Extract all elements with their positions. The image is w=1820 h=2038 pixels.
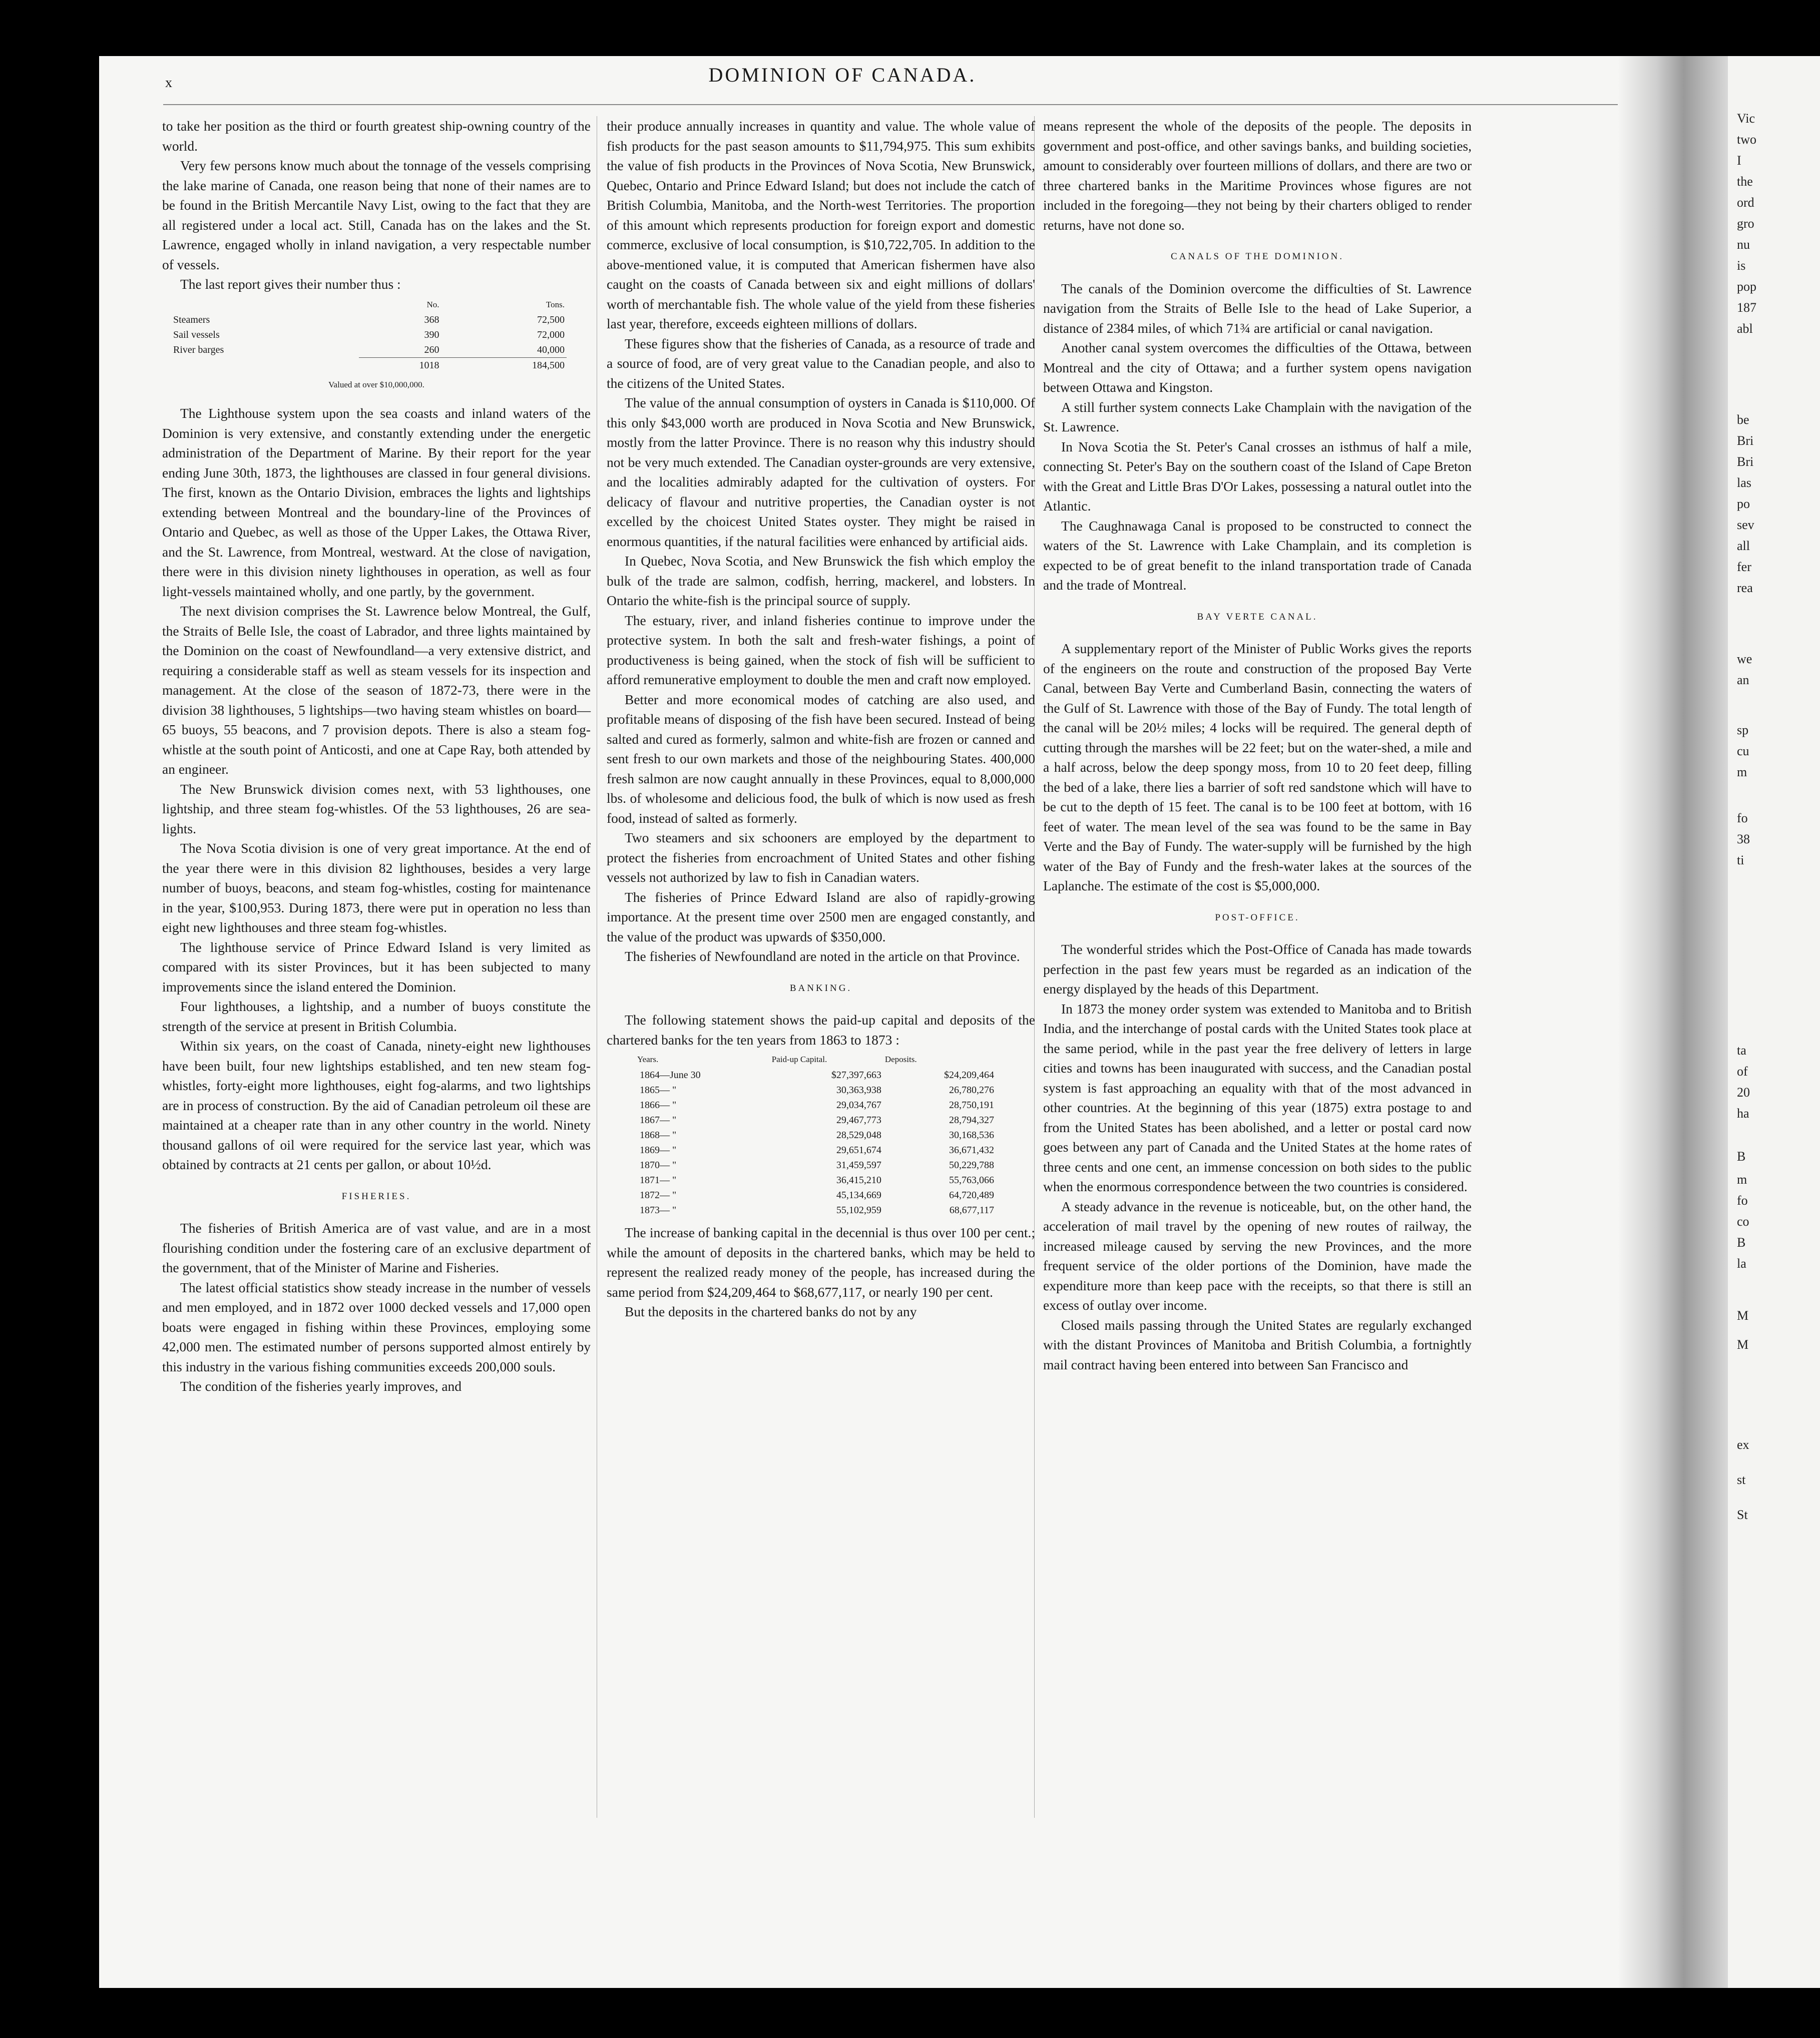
facing-page-fragment: ta xyxy=(1737,1043,1746,1058)
paragraph: Four lighthouses, a lightship, and a number of buoys constitute the strength of the service at present in British Columbia. xyxy=(162,998,591,1034)
paragraph: Very few persons know much about the tonnage of the vessels comprising the lake marine of Canada, one reason being that none of their names are to be found in the British Mercantile Navy List, owing to the fact that they are all registered under a local act. Still, Canada has on the lakes and the St. Lawrence, engaged wholly in inland navigation, a very respectable number of vessels. xyxy=(162,158,591,272)
facing-page-fragment: fer xyxy=(1737,560,1751,574)
column-3 xyxy=(1043,116,1472,1374)
facing-page-fragment: B xyxy=(1737,1149,1746,1164)
table-row xyxy=(637,1188,997,1203)
cell: 31,459,597 xyxy=(836,1160,881,1171)
paragraph: The wonderful strides which the Post-Office of Canada has made towards perfection in the past few years must be regarded as an indication of the energy displayed by the heads of this Department. xyxy=(1043,941,1472,996)
facing-page-fragment: po xyxy=(1737,496,1750,511)
paragraph: Better and more economical modes of catching are also used, and profitable means of disposing of the fish have been secured. Instead of being salted and cured as formerly, salmon and white-fish are frozen or canned and sent fresh to our own markets and those of the neighbouring States. 400,000 fresh salmon are now caught annually in these Provinces, equal to 8,000,000 lbs. of wholesome and delicious food, the bulk of which is now used as fresh food, instead of salted as formerly. xyxy=(607,691,1035,826)
paragraph: The lighthouse service of Prince Edward Island is very limited as compared with its sister Provinces, but it has been subjected to many improvements since the island entered the Dominion. xyxy=(162,939,591,994)
section-heading: CANALS OF THE DOMINION. xyxy=(1170,251,1344,262)
cell: 45,134,669 xyxy=(836,1190,881,1201)
cell: 55,763,066 xyxy=(949,1175,994,1186)
facing-page-fragment: pop xyxy=(1737,279,1756,294)
cell: 29,034,767 xyxy=(836,1100,881,1111)
cell: 28,750,191 xyxy=(949,1100,994,1111)
table-row xyxy=(637,1143,997,1158)
table-header-row xyxy=(637,1052,997,1068)
facing-page-fragment: m xyxy=(1737,1172,1747,1187)
paragraph: The last report gives their number thus : xyxy=(180,276,401,292)
cell: 1866— " xyxy=(640,1100,677,1111)
newspaper-page xyxy=(99,56,1618,1988)
facing-page-fragment: be xyxy=(1737,412,1749,427)
facing-page-fragment: abl xyxy=(1737,321,1753,336)
paragraph: The following statement shows the paid-up capital and deposits of the chartered banks for the ten years from 1863 to 1873 : xyxy=(607,1012,1035,1048)
paragraph: A steady advance in the revenue is noticeable, but, on the other hand, the acceleration of mail travel by the opening of new routes of railway, the increased mileage caused by serving the new Provinces, and the more frequent service of the older portions of the Dominion, have made the expenditure more than keep pace with the receipts, so that there is still an excess of outlay over income. xyxy=(1043,1198,1472,1313)
paragraph: The New Brunswick division comes next, with 53 lighthouses, one lightship, and three steam fog-whistles. Of the 53 lighthouses, 26 are sea-lights. xyxy=(162,781,591,836)
table-header-row xyxy=(171,297,567,312)
header-rule xyxy=(163,104,1618,105)
row-label: Steamers xyxy=(173,314,210,325)
facing-page-fragment: an xyxy=(1737,673,1749,687)
facing-page-fragment: cu xyxy=(1737,744,1749,758)
column-1 xyxy=(162,116,591,1396)
facing-page-fragment: B xyxy=(1737,1235,1746,1250)
cell: 36,671,432 xyxy=(949,1145,994,1156)
cell: 1865— " xyxy=(640,1085,677,1096)
cell: 1869— " xyxy=(640,1145,677,1156)
page-header: DOMINION OF CANADA. xyxy=(708,64,977,86)
cell: 1870— " xyxy=(640,1160,677,1171)
total-cell: 184,500 xyxy=(441,357,567,373)
facing-page-fragment: st xyxy=(1737,1472,1746,1487)
facing-page-fragment: 20 xyxy=(1737,1085,1750,1100)
paragraph: In Quebec, Nova Scotia, and New Brunswick the fish which employ the bulk of the trade are salmon, codfish, herring, mackerel, and lobsters. In Ontario the white-fish is the principal source of supply. xyxy=(607,553,1035,608)
cell: 55,102,959 xyxy=(836,1205,881,1216)
column-header: Deposits. xyxy=(884,1055,917,1064)
facing-page-edge xyxy=(1728,56,1820,1988)
table-row xyxy=(171,342,567,358)
cell: 368 xyxy=(424,314,439,325)
paragraph: In 1873 the money order system was extended to Manitoba and to British India, and the interchange of postal cards with the United States took place at the same period, while in the past year the free delivery of letters in large cities and towns has been inaugurated with success, and the Canadian postal system is fast approaching an equality with that of the most advanced in other countries. At the beginning of this year (1875) extra postage to and from the United States has been abolished, and a letter or postal card now goes between any part of Canada and the United States at the home rates of three cents and one cent, an immense concession on both sides to the public when the enormous correspondence between the two countries is considered. xyxy=(1043,1000,1472,1194)
facing-page-fragment: m xyxy=(1737,765,1747,779)
table-row xyxy=(637,1128,997,1143)
total-cell: 1018 xyxy=(359,357,441,373)
paragraph: Another canal system overcomes the difficulties of the Ottawa, between Montreal and the city of Ottawa; and a further system opens navigation between Ottawa and Kingston. xyxy=(1043,340,1472,395)
facing-page-fragment: St xyxy=(1737,1507,1748,1522)
page-gutter-shadow xyxy=(1618,56,1728,1988)
facing-page-fragment: las xyxy=(1737,475,1751,490)
facing-page-fragment: ti xyxy=(1737,853,1744,867)
table-row xyxy=(637,1098,997,1113)
column-header: Paid-up Capital. xyxy=(771,1055,827,1064)
facing-page-fragment: ex xyxy=(1737,1437,1749,1452)
facing-page-fragment: all xyxy=(1737,539,1750,553)
table-row xyxy=(171,312,567,327)
table-row xyxy=(637,1203,997,1218)
facing-page-fragment: 187 xyxy=(1737,300,1756,315)
table-row xyxy=(637,1113,997,1128)
table-row xyxy=(637,1083,997,1098)
paragraph: The condition of the fisheries yearly improves, and xyxy=(180,1378,462,1394)
cell: 1868— " xyxy=(640,1130,677,1141)
cell: 50,229,788 xyxy=(949,1160,994,1171)
cell: 64,720,489 xyxy=(949,1190,994,1201)
facing-page-fragment: nu xyxy=(1737,237,1750,252)
paragraph: to take her position as the third or fourth greatest ship-owning country of the world. xyxy=(162,118,591,154)
facing-page-fragment: Bri xyxy=(1737,433,1754,448)
cell: 68,677,117 xyxy=(949,1205,994,1216)
paragraph: But the deposits in the chartered banks do not by any xyxy=(625,1304,917,1319)
paragraph: The increase of banking capital in the decennial is thus over 100 per cent.; while the amount of deposits in the chartered banks, which may be held to represent the realized ready money of the people, has increased during the same period from $24,209,464 to $68,677,117, or nearly 190 per cent. xyxy=(607,1225,1035,1300)
section-heading: FISHERIES. xyxy=(341,1191,411,1202)
facing-page-fragment: 38 xyxy=(1737,832,1750,846)
cell: 26,780,276 xyxy=(949,1085,994,1096)
vessels-table xyxy=(171,297,567,373)
paragraph: In Nova Scotia the St. Peter's Canal crosses an isthmus of half a mile, connecting St. Peter's Bay on the southern coast of the Island of Cape Breton with the Great and Little Bras D'Or Lakes, possessing a natural outlet into the Atlantic. xyxy=(1043,438,1472,514)
banking-table xyxy=(637,1052,997,1218)
column-header: Tons. xyxy=(546,299,565,309)
cell: $24,209,464 xyxy=(944,1070,994,1081)
paragraph: A supplementary report of the Minister of Public Works gives the reports of the engineers on the route and construction of the proposed Bay Verte Canal, between Bay Verte and Cumberland Basin, connecting the waters of the Gulf of St. Lawrence with those of the Bay of Fundy. The total length of the canal will be 20½ miles; 4 locks will be required. The general depth of cutting through the marshes will be 22 feet; but on the water-shed, a mile and a half across, below the deep spongy moss, from 10 to 20 feet deep, filling the bed of a lake, there lies a barrier of soft red sandstone which will have to be cut to the depth of 15 feet. The canal is to be 100 feet at bottom, with 16 feet of water. The mean level of the sea was found to be the same in Bay Verte and the Bay of Fundy. The water-supply will be furnished by the high water of the Bay of Fundy and the fresh-water lakes at the sources of the Laplanche. The estimate of the cost is $5,000,000. xyxy=(1043,641,1472,893)
paragraph: A still further system connects Lake Champlain with the navigation of the St. Lawrence. xyxy=(1043,399,1472,434)
cell: 30,363,938 xyxy=(836,1085,881,1096)
table-caption: Valued at over $10,000,000. xyxy=(328,379,424,389)
paragraph: Closed mails passing through the United States are regularly exchanged with the distant Provinces of Manitoba and British Columbia, a fortnightly mail contract having been entered into between San Francisco and xyxy=(1043,1317,1472,1372)
facing-page-fragment: we xyxy=(1737,652,1752,666)
facing-page-fragment: la xyxy=(1737,1256,1746,1271)
section-heading: BAY VERTE CANAL. xyxy=(1197,611,1318,622)
cell: 36,415,210 xyxy=(836,1175,881,1186)
paragraph: The Nova Scotia division is one of very great importance. At the end of the year there were in this division 82 lighthouses, besides a very large number of buoys, beacons, and steam fog-whistles, costing for maintenance in the year, $100,953. During 1873, there were put in operation no less than eight new lighthouses and three steam fog-whistles. xyxy=(162,840,591,935)
facing-page-fragment: two xyxy=(1737,132,1756,147)
facing-page-fragment: ord xyxy=(1737,195,1754,210)
cell: 29,467,773 xyxy=(836,1115,881,1126)
cell: 28,529,048 xyxy=(836,1130,881,1141)
paragraph: The Caughnawaga Canal is proposed to be constructed to connect the waters of the St. Lawrence with Lake Champlain, and its completion is expected to be of great benefit to the inland transportation trade of Canada and the trade of Montreal. xyxy=(1043,518,1472,593)
cell: 28,794,327 xyxy=(949,1115,994,1126)
facing-page-fragment: fo xyxy=(1737,811,1748,825)
cell: $27,397,663 xyxy=(831,1070,881,1081)
paragraph: Within six years, on the coast of Canada, ninety-eight new lighthouses have been built, four new lightships established, and ten new steam fog-whistles, forty-eight more lighthouses, eight fog-alarms, and two lightships are in process of construction. By the aid of Canadian petroleum oil these are maintained at a cheaper rate than in any other country in the world. Ninety thousand gallons of oil were required for the service last year, which was obtained by contracts at 21 cents per gallon, or about 10½d. xyxy=(162,1038,591,1172)
table-row xyxy=(637,1158,997,1173)
paragraph: These figures show that the fisheries of Canada, as a resource of trade and a source of food, are of very great value to the Canadian people, and also to the citizens of the United States. xyxy=(607,335,1035,391)
paragraph: The estuary, river, and inland fisheries continue to improve under the protective system. In both the salt and fresh-water fishings, a point of productiveness is being gained, when the stock of fish will be sufficient to afford remunerative employment to double the men and craft now employed. xyxy=(607,612,1035,687)
facing-page-fragment: ha xyxy=(1737,1106,1749,1121)
paragraph: The Lighthouse system upon the sea coasts and inland waters of the Dominion is very extensive, and constantly extending under the energetic administration of the Department of Marine. By their report for the year ending June 30th, 1873, the lighthouses are classed in four general divisions. The first, known as the Ontario Division, embraces the lights and lightships extending between Montreal and the boundary-line of the Provinces of Ontario and Quebec, as well as those of the Upper Lakes, the Ottawa River, and the St. Lawrence, from Montreal, westward. At the close of navigation, there were in this division ninety lighthouses in operation, as well as four light-vessels maintained wholly, and one partly, by the government. xyxy=(162,405,591,599)
cell: 72,500 xyxy=(537,314,565,325)
column-header: No. xyxy=(426,299,439,309)
column-2 xyxy=(607,116,1035,1322)
table-row xyxy=(171,327,567,342)
facing-page-fragment: I xyxy=(1737,153,1741,168)
facing-page-fragment: Bri xyxy=(1737,454,1754,469)
cell: 1867— " xyxy=(640,1115,677,1126)
facing-page-fragment: co xyxy=(1737,1214,1749,1229)
cell: 1872— " xyxy=(640,1190,677,1201)
facing-page-fragment: is xyxy=(1737,258,1746,273)
paragraph: The fisheries of Newfoundland are noted in the article on that Province. xyxy=(625,948,1020,964)
table-total-row xyxy=(171,357,567,373)
table-row xyxy=(637,1068,997,1083)
section-heading: POST-OFFICE. xyxy=(1215,912,1300,923)
facing-page-fragment: fo xyxy=(1737,1193,1748,1208)
facing-page-fragment: sp xyxy=(1737,723,1749,737)
paragraph: means represent the whole of the deposits of the people. The deposits in government and post-office, and other savings banks, and building societies, amount to considerably over fourteen millions of dollars, and there are two or three chartered banks in the Maritime Provinces whose figures are not included in the foregoing—they not being by their charters obliged to render returns, have not done so. xyxy=(1043,118,1472,233)
row-label: Sail vessels xyxy=(173,329,220,340)
paragraph: The canals of the Dominion overcome the difficulties of St. Lawrence navigation from the Straits of Belle Isle to the head of Lake Superior, a distance of 2384 miles, of which 71¾ are artificial or canal navigation. xyxy=(1043,280,1472,336)
cell: 30,168,536 xyxy=(949,1130,994,1141)
page-folio: x xyxy=(165,75,172,91)
cell: 40,000 xyxy=(537,344,565,355)
column-header: Years. xyxy=(637,1055,659,1064)
facing-page-fragment: Vic xyxy=(1737,111,1755,126)
paragraph: Two steamers and six schooners are employed by the department to protect the fisheries from encroachment of United States and other fishing vessels not authorized by law to fish in Canadian waters. xyxy=(607,830,1035,885)
section-heading: BANKING. xyxy=(789,982,852,993)
facing-page-fragment: the xyxy=(1737,174,1753,189)
facing-page-fragment: sev xyxy=(1737,518,1754,532)
table-row xyxy=(637,1173,997,1188)
paragraph: The next division comprises the St. Lawrence below Montreal, the Gulf, the Straits of Belle Isle, the coast of Labrador, and three lights maintained by the Dominion on the coast of Newfoundland—a very extensive district, and requiring a considerable staff as well as steam vessels for its inspection and management. At the close of the season of 1872-73, there were in the division 38 lighthouses, 5 lightships—two having steam whistles on board—65 buoys, 55 beacons, and 7 provision depots. There is also a steam fog-whistle at the south point of Anticosti, and one at Cape Ray, both attended by an engineer. xyxy=(162,603,591,777)
cell: 72,000 xyxy=(537,329,565,340)
cell: 1864—June 30 xyxy=(640,1070,701,1081)
paragraph: their produce annually increases in quantity and value. The whole value of fish products for the past season amounts to $11,794,975. This sum exhibits the value of fish products in the Provinces of Nova Scotia, New Brunswick, Quebec, Ontario and Prince Edward Island; but does not include the catch of British Columbia, Manitoba, and the North-west Territories. The proportion of this amount which represents production for foreign export and domestic commerce, exclusive of local consumption, is $10,722,705. In addition to the above-mentioned value, it is computed that American fishermen have also caught on the coasts of Canada between six and eight millions of dollars' worth of merchantable fish. The whole value of the yield from these fisheries last year, therefore, exceeds eighteen millions of dollars. xyxy=(607,118,1035,331)
facing-page-fragment: gro xyxy=(1737,216,1754,231)
cell: 260 xyxy=(424,344,439,355)
paragraph: The fisheries of British America are of vast value, and are in a most flourishing condition under the fostering care of an exclusive department of the government, that of the Minister of Marine and Fisheries. xyxy=(162,1220,591,1275)
facing-page-fragment: M xyxy=(1737,1308,1749,1323)
paragraph: The latest official statistics show steady increase in the number of vessels and men employed, and in 1872 over 1000 decked vessels and 17,000 open boats were engaged in fishing within these Provinces, employing some 42,000 men. The estimated number of persons supported almost entirely by this industry in the various fishing communities exceeds 200,000 souls. xyxy=(162,1279,591,1374)
cell: 1871— " xyxy=(640,1175,677,1186)
paragraph: The fisheries of Prince Edward Island are also of rapidly-growing importance. At the present time over 2500 men are engaged constantly, and the value of the product was upwards of $350,000. xyxy=(607,889,1035,944)
facing-page-fragment: of xyxy=(1737,1064,1748,1079)
row-label: River barges xyxy=(173,344,224,355)
paragraph: The value of the annual consumption of oysters in Canada is $110,000. Of this only $43,000 worth are produced in Nova Scotia and New Brunswick, mostly from the latter Province. There is no reason why this industry should not be very much extended. The Canadian oyster-grounds are very extensive, and the localities admirably adapted for the cultivation of oysters. For delicacy of flavour and nutritive properties, the Canadian oyster is not excelled by the choicest United States oyster. They might be raised in enormous quantities, if the natural facilities were enhanced by artificial aids. xyxy=(607,395,1035,549)
facing-page-fragment: M xyxy=(1737,1337,1749,1352)
cell: 390 xyxy=(424,329,439,340)
cell: 29,651,674 xyxy=(836,1145,881,1156)
cell: 1873— " xyxy=(640,1205,677,1216)
facing-page-fragment: rea xyxy=(1737,581,1753,595)
